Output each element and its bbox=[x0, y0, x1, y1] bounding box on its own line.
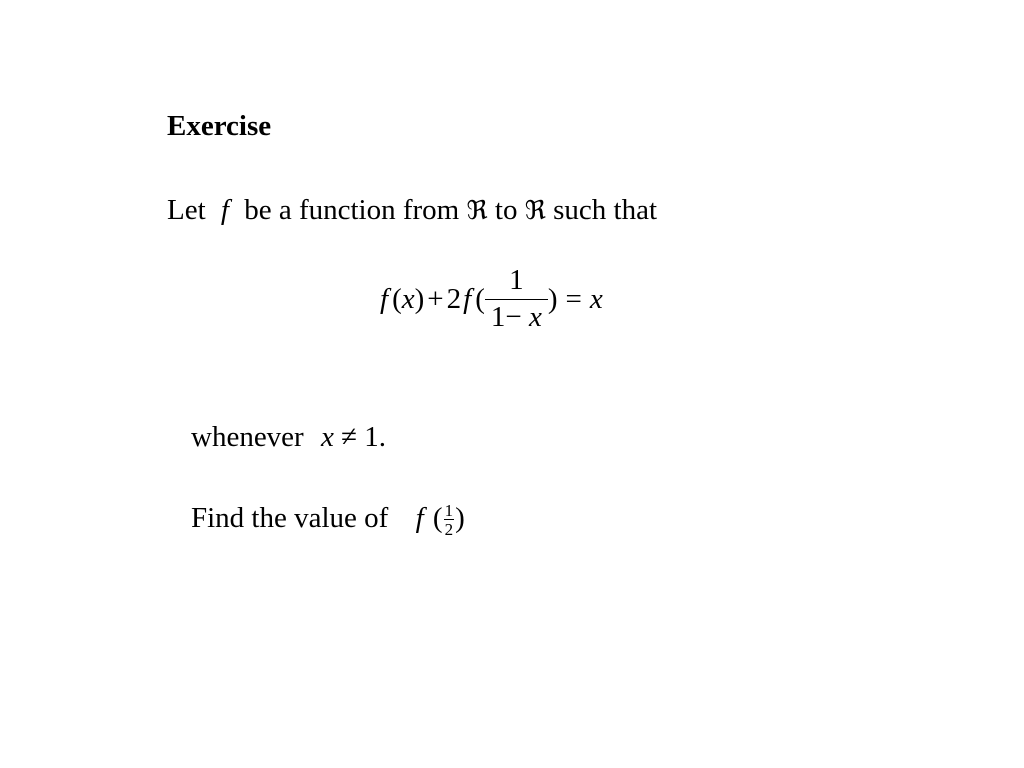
condition-x: x bbox=[320, 421, 334, 453]
eq-right-paren: ) bbox=[547, 282, 558, 315]
eq-rhs-x: x bbox=[589, 282, 603, 315]
function-symbol-f: f bbox=[220, 194, 229, 226]
question-right-paren: ) bbox=[455, 502, 465, 534]
reals-symbol-domain: ℜ bbox=[466, 196, 488, 226]
condition-neq: ≠ bbox=[341, 421, 358, 453]
question-f: f bbox=[415, 502, 424, 534]
reals-symbol-codomain: ℜ bbox=[524, 196, 546, 226]
statement-line bbox=[167, 192, 657, 229]
question-line bbox=[191, 500, 465, 538]
eq-left-paren: ( bbox=[475, 282, 485, 315]
condition-value: 1. bbox=[364, 421, 387, 453]
statement-text-let: Let bbox=[167, 194, 206, 226]
eq-coefficient-two: 2 bbox=[446, 282, 462, 315]
statement-text-function-from: be a function from bbox=[244, 194, 460, 226]
eq-f-first: f bbox=[380, 282, 389, 315]
exercise-heading: Exercise bbox=[167, 110, 272, 142]
eq-arg-x: (x) bbox=[392, 282, 425, 315]
question-text: Find the value of bbox=[191, 502, 389, 534]
statement-text-such-that: such that bbox=[553, 194, 658, 226]
condition-line bbox=[191, 419, 386, 455]
functional-equation bbox=[380, 266, 603, 332]
eq-equals: = bbox=[565, 282, 582, 315]
eq-fraction-denominator: 1− x bbox=[485, 299, 548, 332]
eq-f-second: f bbox=[463, 282, 472, 315]
condition-word: whenever bbox=[191, 421, 304, 453]
statement-text-to: to bbox=[494, 194, 518, 226]
eq-fraction-numerator: 1 bbox=[509, 264, 524, 296]
question-left-paren: ( bbox=[432, 502, 443, 534]
question-fraction-denominator: 2 bbox=[444, 520, 454, 540]
question-fraction-half bbox=[444, 502, 455, 538]
eq-plus: + bbox=[427, 282, 444, 315]
eq-fraction bbox=[485, 266, 548, 332]
question-fraction-numerator: 1 bbox=[444, 501, 454, 521]
